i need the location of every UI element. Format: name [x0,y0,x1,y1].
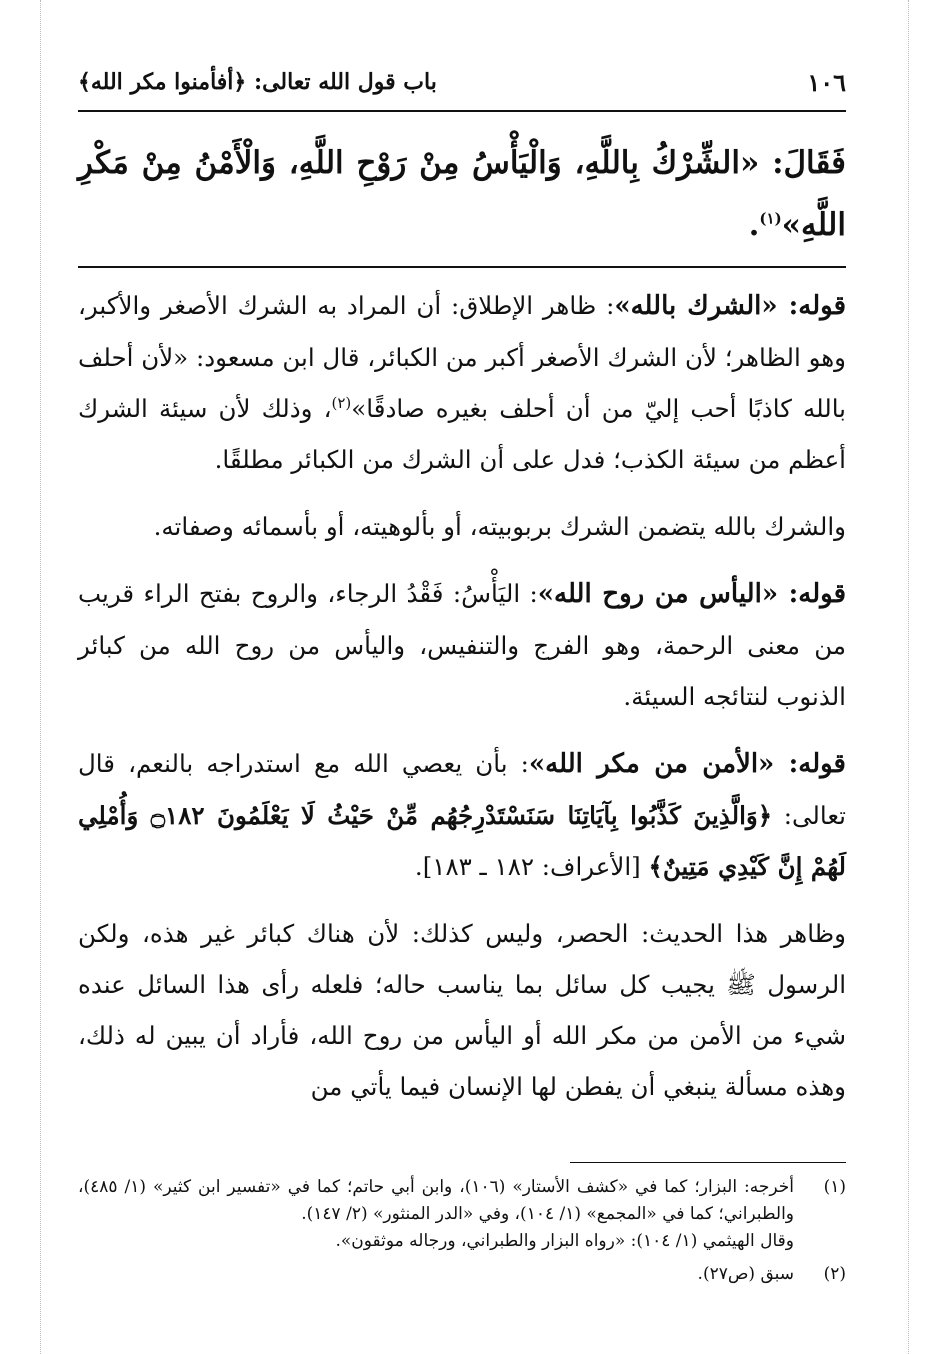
paragraph-shirk [78,280,846,485]
paragraph-text: وظاهر هذا الحديث: الحصر، وليس كذلك: لأن هناك كبائر غير هذه، ولكن الرسول ﷺ يجيب كل سائل بما يناسب حاله؛ فلعله رأى هذا السائل عنده شيء من الأمن من مكر الله أو اليأس من روح الله، فأراد أن يبين له ذلك، وهذه مسألة ينبغي أن يفطن لها الإنسان فيما يأتي من [78,919,846,1101]
paragraph-lead: قوله: «الأمن من مكر الله» [528,749,846,779]
paragraph-text: ، وذلك لأن سيئة الشرك أعظم من سيئة الكذب؛ فدل على أن الشرك من الكبائر مطلقًا. [78,394,846,474]
footnote-number: (٢) [823,1264,846,1284]
hadith-text [78,132,846,256]
footnote-ref: (٢) [331,393,352,412]
paragraph-despair [78,568,846,722]
paragraph-text: : اليَأْسُ: فَقْدُ الرجاء، والروح بفتح الراء قريب من معنى الرحمة، وهو الفرج والتنفيس، واليأس من روح الله من كبائر الذنوب لنتائجه السيئة. [78,579,846,711]
commentary-body [78,280,846,1112]
paragraph-text: والشرك بالله يتضمن الشرك بربوبيته، أو بألوهيته، أو بأسمائه وصفاته. [153,512,846,541]
header-divider [78,110,846,112]
scan-edge-right [908,0,909,1354]
footnote-number: (١) [823,1177,846,1197]
hadith-divider [78,266,846,268]
paragraph-text: : ظاهر الإطلاق: أن المراد به الشرك الأصغر والأكبر، وهو الظاهر؛ لأن الشرك الأصغر أكبر من الكبائر، قال ابن مسعود: «لأن أحلف بالله كاذبًا أحب إليّ من أن أحلف بغيره صادقًا» [78,291,846,423]
hadith-body: فَقَالَ: «الشِّرْكُ بِاللَّهِ، وَالْيَأْسُ مِنْ رَوْحِ اللَّهِ، وَالْأَمْنُ مِنْ مَكْرِ اللَّهِ» [78,145,846,243]
page-header [78,62,846,102]
hadith-footnote-ref: (١) [759,209,782,228]
hadith-end: . [748,207,760,243]
footnote-text: أخرجه: البزار؛ كما في «كشف الأستار» (١٠٦)، وابن أبي حاتم؛ كما في «تفسير ابن كثير» (١/ ٤٨٥)، والطبراني؛ كما في «المجمع» (١/ ١٠٤)، وفي «الدر المنثور» (٢/ ١٤٧). [78,1177,794,1224]
footnote-text: سبق (ص٢٧). [697,1264,794,1284]
paragraph-text: : بأن يعصي الله مع استدراجه بالنعم، قال تعالى: [78,749,846,830]
running-title: باب قول الله تعالى: ﴿أفأمنوا مكر الله﴾ [78,69,437,95]
footnote-item [78,1174,846,1228]
footnotes [78,1174,846,1288]
paragraph-lead: قوله: «الشرك بالله» [614,291,846,321]
quran-verse: ﴿وَالَّذِينَ كَذَّبُوا بِآيَاتِنَا سَنَسْتَدْرِجُهُم مِّنْ حَيْثُ لَا يَعْلَمُونَ ۝١٨٢ وَأُمْلِي لَهُمْ إِنَّ كَيْدِي مَتِينٌ﴾ [78,801,846,881]
footnote-continuation: وقال الهيثمي (١/ ١٠٤): «رواه البزار والطبراني، ورجاله موثقون». [335,1231,794,1251]
paragraph-lead: قوله: «اليأس من روح الله» [537,579,847,609]
footnote-divider [570,1162,846,1163]
paragraph-security [78,738,846,892]
page-number: ١٠٦ [807,67,846,97]
paragraph-hadith-apparent [78,908,846,1112]
verse-citation: [الأعراف: ١٨٢ ـ ١٨٣]. [414,852,649,881]
paragraph-shirk-types [78,501,846,552]
footnote-item [78,1261,846,1288]
scan-edge-left [40,0,41,1354]
